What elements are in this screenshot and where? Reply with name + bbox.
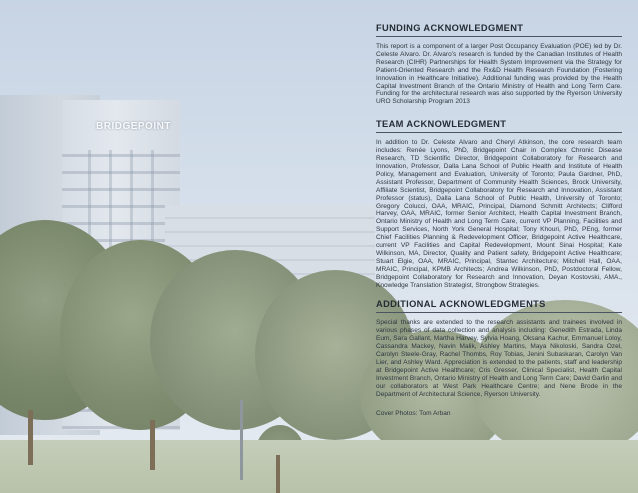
team-section <box>367 118 622 289</box>
cover-photo-credit: Cover Photos: Tom Arban <box>376 409 451 417</box>
funding-body: This report is a component of a larger Post Occupancy Evaluation (POE) led by Dr. Celeste Alvaro. Dr. Alvaro’s research is funded by the Canadian Institutes of Health Research (CIHR) Partnerships for Health System Improvement via the Strategy for Patient-Oriented Research and the Rx&D Health Research Foundation (Fostering Innovation in Healthcare Initiative). Additional funding was provided by the Health Capital Investment Branch of the Ontario Ministry of Health and Long Term Care. Funding for the architectural research was also supported by the Ryerson University URO Scholarship Program 2013 <box>376 43 622 106</box>
building-sign: BRIDGEPOINT <box>96 121 171 132</box>
tree-trunk <box>276 455 280 493</box>
acknowledgment-panel <box>367 22 622 417</box>
team-body: In addition to Dr. Celeste Alvaro and Cheryl Atkinson, the core research team includes: Renée Lyons, PhD, Bridgepoint Chair in Complex Chronic Disease Research, TD Scientific Director, Bridgepoint Collaboratory for Research and Innovation, Professor, Dalla Lana School of Public Health and Institute of Health Policy, Management and Evaluation, University of Toronto; Paula Gardner, PhD, Assistant Professor, Department of Community Health Sciences, Brock University, Affiliate Scientist, Bridgepoint Collaboratory for Research and Innovation, Assistant Professor (status), Dalla Lana School of Public Health, University of Toronto; Gregory Colucci, OAA, MRAIC, Principal, Diamond Schmitt Architects; Clifford Harvey, OAA, MRAIC, former Senior Architect, Health Capital Investment Branch, Ontario Ministry of Health and Long Term Care, current VP Planning, Facilities and Support Services, North York General Hospital; Tony Khouri, PhD, PEng, former Chief Facilities Planning & Redevelopment Officer, Bridgepoint Active Healthcare, current VP Facilities and Capital Redevelopment, Mount Sinai Hospital; Kate Wilkinson, MA, Director, Quality and Patient safety, Bridgepoint Active Healthcare; Stuart Elgie, OAA, MRAIC, Principal, Stantec Architecture; Mitchell Hall, OAA, MRAIC, Principal, KPMB Architects; Andrea Wilkinson, PhD, Postdoctoral Fellow, Bridgepoint Collaboratory for Research and Innovation, Deyan Kostovski, AMA., Knowledge Translation Strategist, Strongbow Strategies. <box>376 139 622 289</box>
additional-title: ADDITIONAL ACKNOWLEDGMENTS <box>376 299 546 310</box>
funding-section <box>367 22 622 106</box>
lawn <box>0 440 638 493</box>
tree-trunk <box>28 410 33 465</box>
light-pole <box>240 400 243 480</box>
funding-title: FUNDING ACKNOWLEDGMENT <box>376 23 524 33</box>
section-divider <box>376 132 622 133</box>
additional-section <box>367 298 622 398</box>
tree-trunk <box>150 420 155 470</box>
additional-body: Special thanks are extended to the research assistants and trainees involved in various phases of data collection and analysis including: Genedith Estrada, Linda Eum, Sara Gallant, Martha Harvey, Sylvia Hoang, Oksana Kachur, Emmanuel Loloy, Cassandra Mackey, Navin Malik, Ashley Martins, Maya Nikoloski, Sandra Ozel, Carolyn Steele-Gray, Rachel Thombs, Roy Tobias, Jenini Subaskaran, Carolyn Van Lier, and Ashley Ward. Appreciation is extended to the patients, staff and leadership at Bridgepoint Active Healthcare; Cris Gresser, Clinical Specialist, Health Capital Investment Branch, Ontario Ministry of Health and Long Term Care; David Garlin and our collaborators at West Park Healthcare Centre; and Nene Brode in the Department of Architectural Science, Ryerson University. <box>376 319 622 398</box>
section-divider <box>376 312 622 313</box>
section-divider <box>376 36 622 37</box>
team-title: TEAM ACKNOWLEDGMENT <box>376 119 507 130</box>
